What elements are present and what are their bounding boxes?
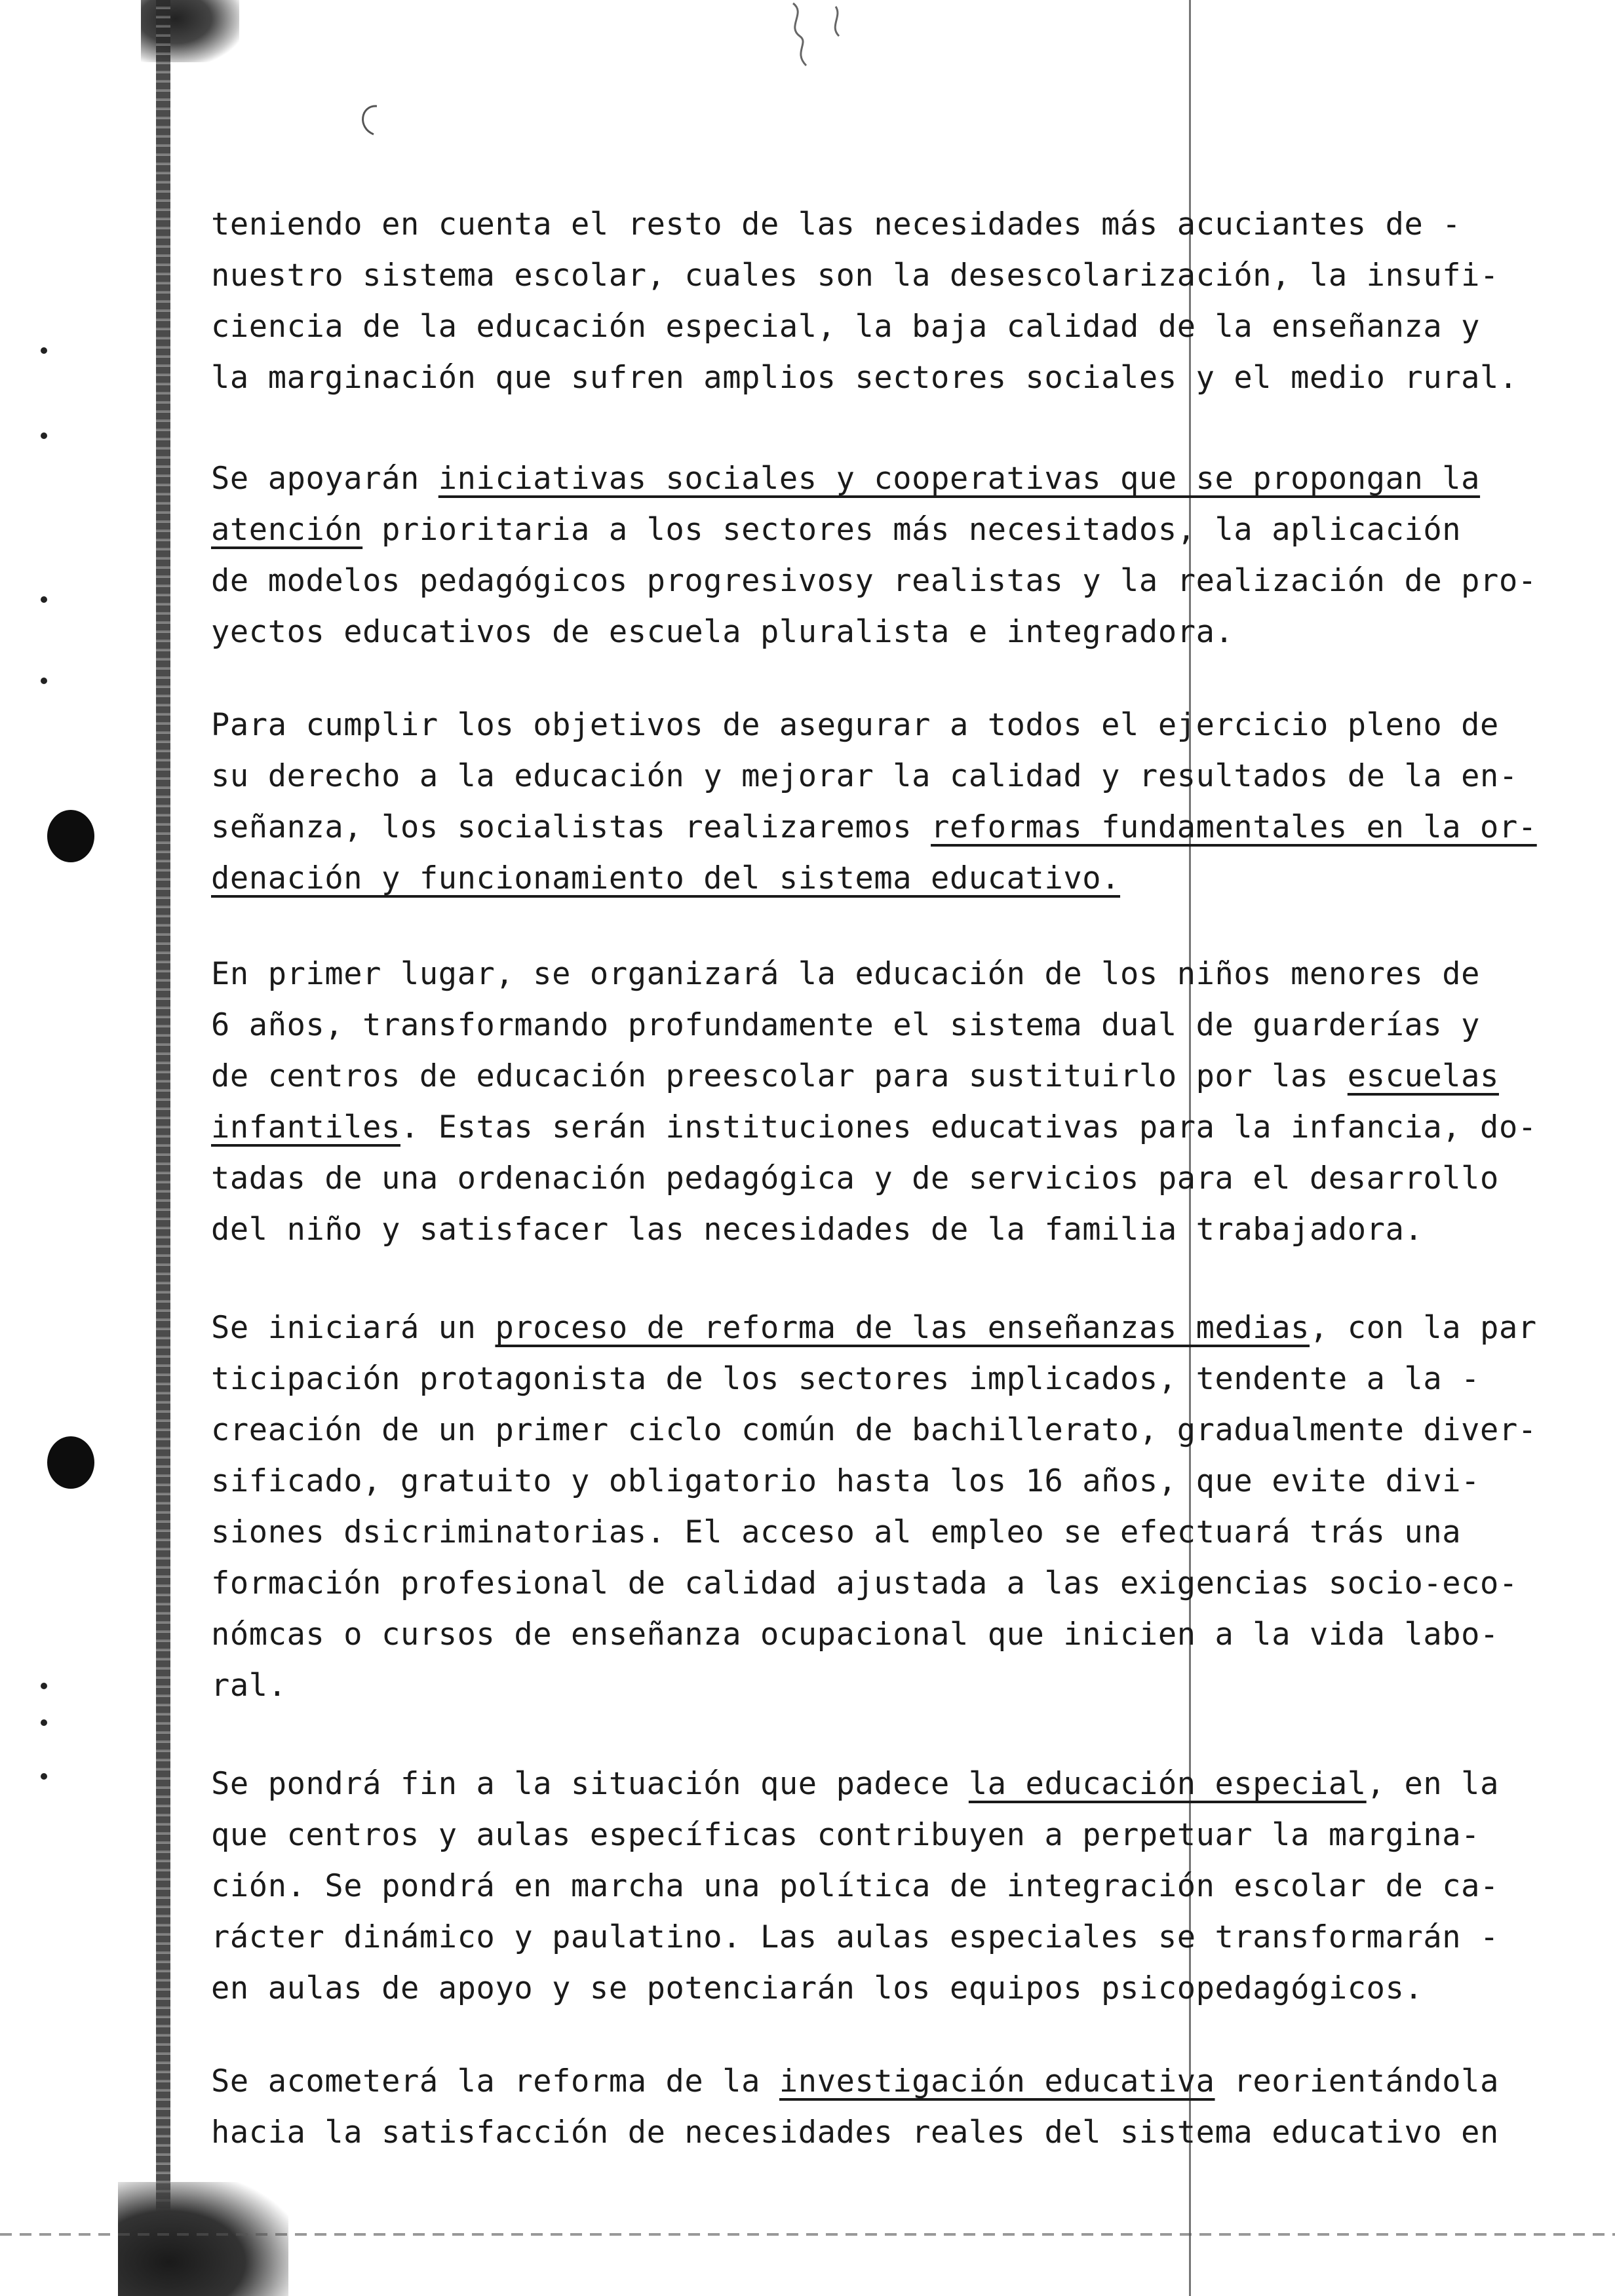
paragraph-7 [211,2056,1574,2158]
text-line [211,1810,1574,1861]
paragraph-3 [211,700,1574,904]
text-line [211,1051,1574,1102]
line-text: señanza, los socialistas realizaremos [211,809,931,845]
text-line [211,949,1574,1000]
line-text: nómcas o cursos de enseñanza ocupacional que inicien a la vida labo- [211,1617,1499,1653]
line-text: nuestro sistema escolar, cuales son la desescolarización, la insufi- [211,258,1499,294]
text-line [211,1405,1574,1456]
underlined-text: la educación especial [968,1766,1367,1802]
text-line [211,1456,1574,1507]
line-text: la marginación que sufren amplios sectores sociales y el medio rural. [211,360,1518,396]
pen-mark [347,98,393,144]
line-text: Se iniciará un [211,1310,496,1346]
line-text: prioritaria a los sectores más necesitados, la aplicación [362,512,1462,548]
line-text: teniendo en cuenta el resto de las necesidades más acuciantes de - [211,206,1462,242]
text-line [211,2107,1574,2158]
punch-hole-top [47,810,94,862]
text-line [211,700,1574,751]
text-line [211,1507,1574,1558]
text-line [211,802,1574,853]
paragraph-6 [211,1759,1574,2014]
line-text: reorientándola [1215,2063,1499,2099]
line-text: , en la [1366,1766,1499,1802]
line-text: Se acometerá la reforma de la [211,2063,779,2099]
line-text: En primer lugar, se organizará la educación de los niños menores de [211,956,1481,992]
underlined-text: investigación educativa [779,2063,1215,2099]
text-line [211,1558,1574,1609]
margin-dot [41,1773,47,1780]
text-line [211,2056,1574,2107]
text-line [211,250,1574,301]
text-line [211,1963,1574,2014]
line-text: de modelos pedagógicos progresivosy realistas y la realización de pro- [211,563,1537,599]
line-text: hacia la satisfacción de necesidades reales del sistema educativo en [211,2114,1499,2151]
text-line [211,1000,1574,1051]
text-line [211,1759,1574,1810]
margin-dot [41,432,47,439]
text-line [211,1102,1574,1153]
paragraph-5 [211,1303,1574,1712]
scan-edge-bottom [0,2233,1615,2236]
underlined-text: denación y funcionamiento del sistema educativo. [211,860,1121,896]
underlined-text: iniciativas sociales y cooperativas que se propongan la [438,461,1481,497]
margin-dot [41,1719,47,1726]
line-text: Se apoyarán [211,461,438,497]
line-text: del niño y satisfacer las necesidades de la familia trabajadora. [211,1212,1424,1248]
text-line [211,505,1574,556]
paragraph-4 [211,949,1574,1255]
underlined-text: atención [211,512,363,548]
pen-doodle [780,0,865,72]
underlined-text: proceso de reforma de las enseñanzas medias [495,1310,1310,1346]
line-text: yectos educativos de escuela pluralista e integradora. [211,614,1234,650]
line-text: Se pondrá fin a la situación que padece [211,1766,969,1802]
margin-dot [41,1683,47,1689]
line-text: en aulas de apoyo y se potenciarán los equipos psicopedagógicos. [211,1970,1424,2006]
paragraph-1 [211,199,1574,404]
text-line [211,199,1574,250]
line-text: ticipación protagonista de los sectores implicados, tendente a la - [211,1361,1481,1397]
text-line [211,853,1574,904]
text-line [211,1609,1574,1660]
line-text: siones dsicriminatorias. El acceso al empleo se efectuará trás una [211,1514,1462,1550]
margin-dot [41,678,47,684]
text-line [211,1912,1574,1963]
underlined-text: infantiles [211,1109,400,1145]
line-text: creación de un primer ciclo común de bachillerato, gradualmente diver- [211,1412,1537,1448]
line-text: ción. Se pondrá en marcha una política de integración escolar de ca- [211,1868,1499,1904]
line-text: su derecho a la educación y mejorar la calidad y resultados de la en- [211,758,1518,794]
text-line [211,353,1574,404]
line-text: 6 años, transformando profundamente el sistema dual de guarderías y [211,1007,1481,1043]
text-line [211,1660,1574,1712]
line-text: sificado, gratuito y obligatorio hasta los 16 años, que evite divi- [211,1463,1481,1499]
text-line [211,1204,1574,1255]
line-text: tadas de una ordenación pedagógica y de servicios para el desarrollo [211,1160,1499,1196]
binding-edge [156,0,170,2296]
text-line [211,301,1574,353]
line-text: ral. [211,1668,287,1704]
text-line [211,1861,1574,1912]
text-line [211,607,1574,658]
line-text: rácter dinámico y paulatino. Las aulas especiales se transformarán - [211,1919,1499,1955]
line-text: de centros de educación preescolar para sustituirlo por las [211,1058,1348,1094]
binding-shadow-bottom [118,2182,288,2296]
punch-hole-bottom [47,1436,94,1489]
paragraph-2 [211,453,1574,658]
text-line [211,1354,1574,1405]
line-text: ciencia de la educación especial, la baja calidad de la enseñanza y [211,309,1481,345]
text-line [211,1303,1574,1354]
line-text: que centros y aulas específicas contribuyen a perpetuar la margina- [211,1817,1481,1853]
line-text: . Estas serán instituciones educativas para la infancia, do- [400,1109,1537,1145]
line-text: formación profesional de calidad ajustada a las exigencias socio-eco- [211,1565,1518,1601]
margin-dot [41,347,47,354]
text-line [211,751,1574,802]
line-text: , con la par [1310,1310,1537,1346]
text-line [211,1153,1574,1204]
line-text: Para cumplir los objetivos de asegurar a todos el ejercicio pleno de [211,707,1499,743]
margin-dot [41,596,47,603]
underlined-text: reformas fundamentales en la or- [931,809,1537,845]
underlined-text: escuelas [1347,1058,1499,1094]
text-line [211,556,1574,607]
text-line [211,453,1574,505]
